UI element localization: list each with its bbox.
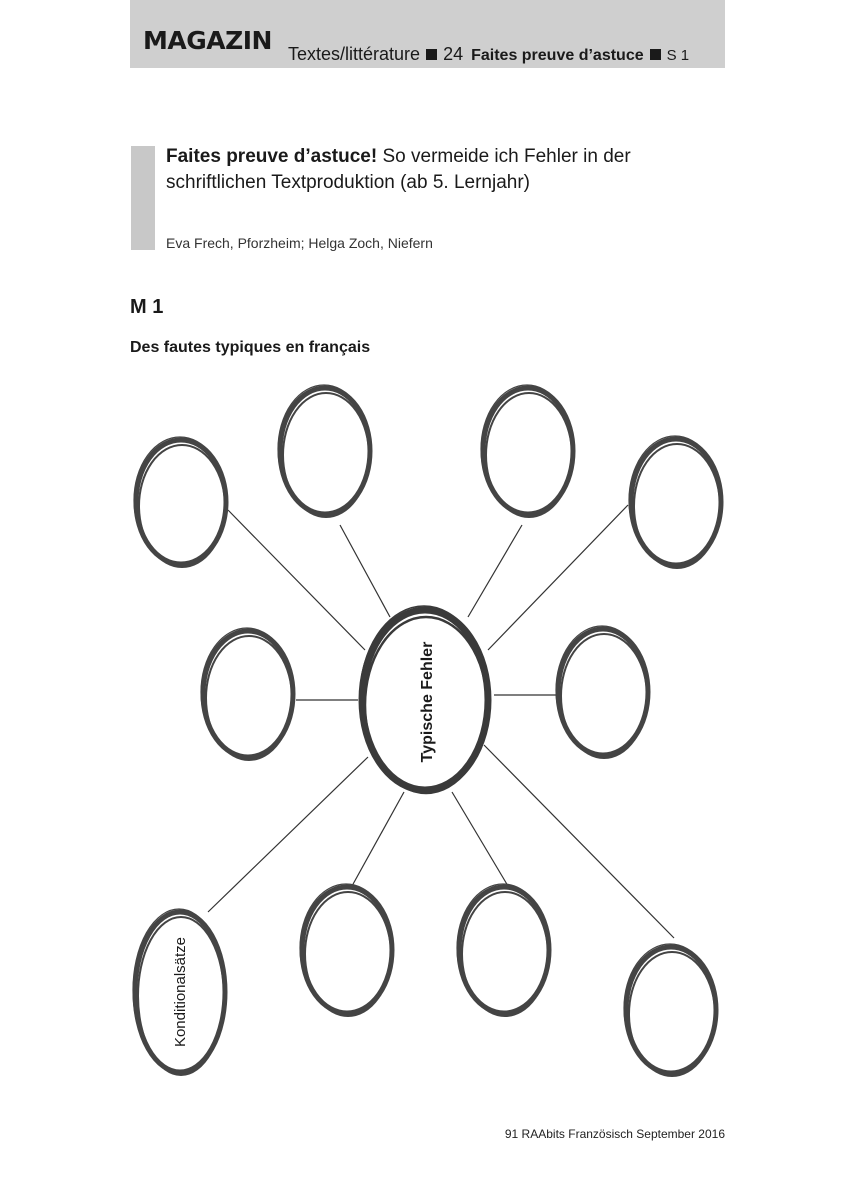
- empty-node-9: [457, 884, 549, 1016]
- empty-node-2: [278, 385, 370, 517]
- connector-line: [484, 745, 674, 938]
- empty-node-8: [300, 884, 392, 1016]
- material-subtitle: Des fautes typiques en français: [130, 339, 371, 356]
- header-section: Textes/littérature: [288, 44, 421, 64]
- article-title-rest: So vermeide ich Fehler in der: [377, 146, 631, 167]
- connector-line: [468, 525, 522, 617]
- connector-line: [340, 525, 390, 617]
- page-footer: 91 RAAbits Französisch September 2016: [504, 1127, 725, 1141]
- empty-node-5: [201, 628, 293, 760]
- empty-node-3: [481, 385, 573, 517]
- header-topic: Faites preuve d’astuce: [471, 47, 644, 64]
- empty-node-6: [556, 626, 648, 758]
- magazine-brand: MAGAZIN: [143, 26, 272, 55]
- header-issue: 24: [443, 44, 464, 64]
- center-node-label: Typische Fehler: [419, 641, 436, 763]
- article-authors: Eva Frech, Pforzheim; Helga Zoch, Niefern: [166, 235, 433, 251]
- header-page: S 1: [666, 47, 690, 64]
- node-label-konditionalsaetze: Konditionalsätze: [172, 936, 189, 1048]
- connector-line: [352, 792, 404, 886]
- empty-node-10: [624, 944, 716, 1076]
- material-label: M 1: [130, 296, 164, 318]
- empty-node-4: [629, 436, 721, 568]
- connector-line: [452, 792, 508, 886]
- empty-node-1: [134, 437, 226, 567]
- article-title-bold: Faites preuve d’astuce!: [166, 146, 378, 167]
- article-title-line-2: schriftlichen Textproduktion (ab 5. Lernjahr): [166, 172, 531, 193]
- connector-lines: [208, 505, 674, 938]
